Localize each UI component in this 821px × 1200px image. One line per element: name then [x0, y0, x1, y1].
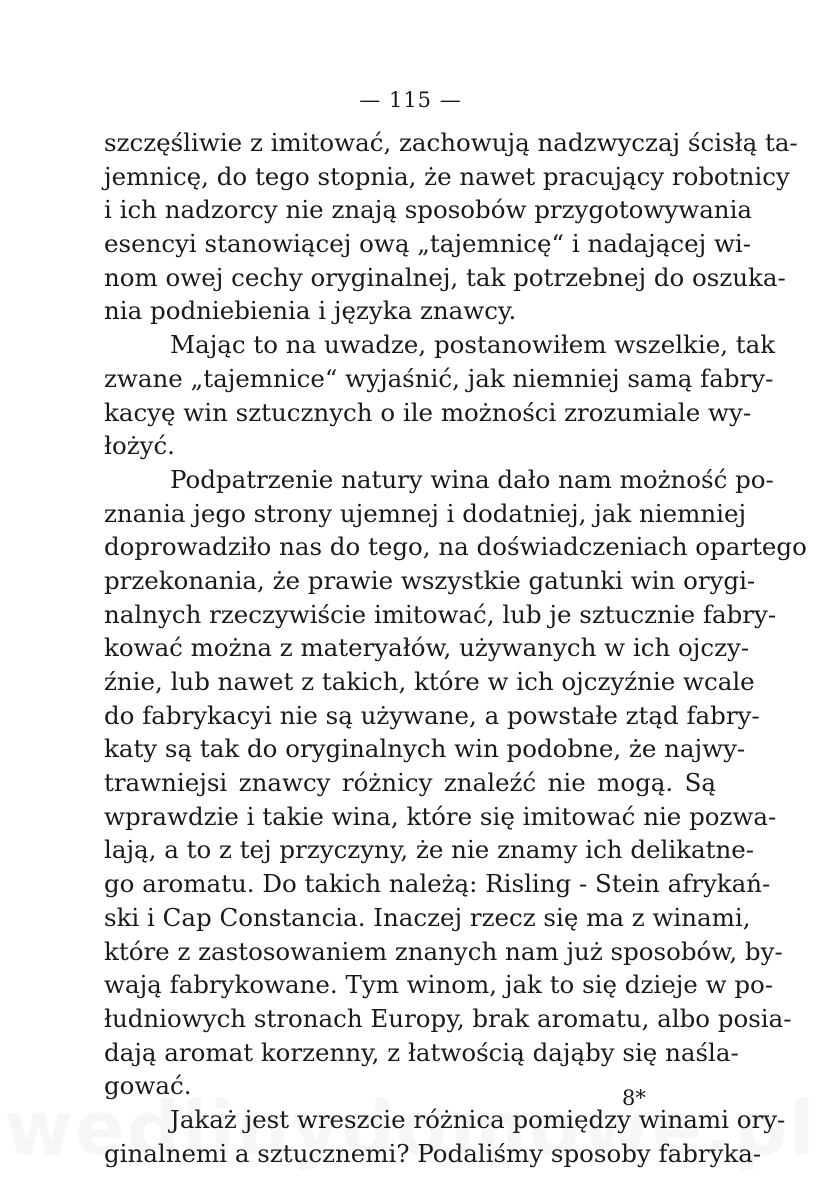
watermark — [0, 1086, 821, 1172]
text-line: esencyi stanowiącej ową „tajemnicę“ i nadającej wi- — [104, 229, 752, 259]
text-line: zwane „tajemnice“ wyjaśnić, jak niemniej samą fabry- — [104, 363, 774, 393]
text-line: przekonania, że prawie wszystkie gatunki win orygi- — [104, 565, 756, 595]
text-line: katy są tak do oryginalnych win podobne, że najwy- — [104, 734, 746, 764]
paragraph-start-line: Podpatrzenie natury wina dało nam możność po- — [170, 464, 774, 494]
page-body-text — [104, 126, 807, 1170]
text-line: trawniejsi znawcy różnicy znaleźć nie mogą. Są — [104, 768, 716, 798]
text-line: ski i Cap Constancia. Inaczej rzecz się ma z winami, — [104, 902, 751, 932]
text-line: do fabrykacyi nie są używane, a powstałe ztąd fabry- — [104, 700, 760, 730]
text-line: nia podniebienia i języka znawcy. — [104, 296, 517, 326]
text-line: doprowadziło nas do tego, na doświadczeniach opartego — [104, 532, 807, 562]
text-line: które z zastosowaniem znanych nam już sposobów, by- — [104, 936, 783, 966]
paragraph-start-line: Mając to na uwadze, postanowiłem wszelkie, tak — [170, 330, 776, 360]
text-line: gować. — [104, 1071, 192, 1101]
sheet-signature: 8* — [622, 1086, 646, 1110]
text-line: kacyę win sztucznych o ile możności zrozumiale wy- — [104, 397, 752, 427]
text-line: lają, a to z tej przyczyny, że nie znamy ich delikatne- — [104, 835, 755, 865]
paragraph-start-line: Jakaż jest wreszcie różnica pomiędzy winami ory- — [170, 1104, 786, 1134]
text-line: nalnych rzeczywiście imitować, lub je sztucznie fabry- — [104, 599, 777, 629]
text-line: jemnicę, do tego stopnia, że nawet pracujący robotnicy — [104, 161, 790, 191]
text-line: i ich nadzorcy nie znają sposobów przygotowywania — [104, 195, 753, 225]
text-line: go aromatu. Do takich należą: Risling - Stein afrykań- — [104, 869, 771, 899]
text-line: łożyć. — [104, 431, 175, 461]
text-line: dają aromat korzenny, z łatwością dająby się naśla- — [104, 1037, 739, 1067]
text-line: kować można z materyałów, używanych w ich ojczy- — [104, 633, 750, 663]
text-line: ginalnemi a sztucznemi? Podaliśmy sposoby fabryka- — [104, 1138, 762, 1168]
text-line: znania jego strony ujemnej i dodatniej, jak niemniej — [104, 498, 747, 528]
text-line: łudniowych stronach Europy, brak aromatu, albo posia- — [104, 1003, 792, 1033]
text-line: źnie, lub nawet z takich, które w ich ojczyźnie wcale — [104, 667, 755, 696]
page-number: — 115 — — [359, 88, 462, 112]
text-line: wprawdzie i takie wina, które się imitować nie pozwa- — [104, 801, 777, 831]
text-line: szczęśliwie z imitować, zachowują nadzwyczaj ścisłą ta- — [104, 128, 798, 157]
text-line: wają fabrykowane. Tym winom, jak to się dzieje w po- — [104, 970, 774, 1000]
text-line: nom owej cechy oryginalnej, tak potrzebnej do oszuka- — [104, 262, 786, 292]
